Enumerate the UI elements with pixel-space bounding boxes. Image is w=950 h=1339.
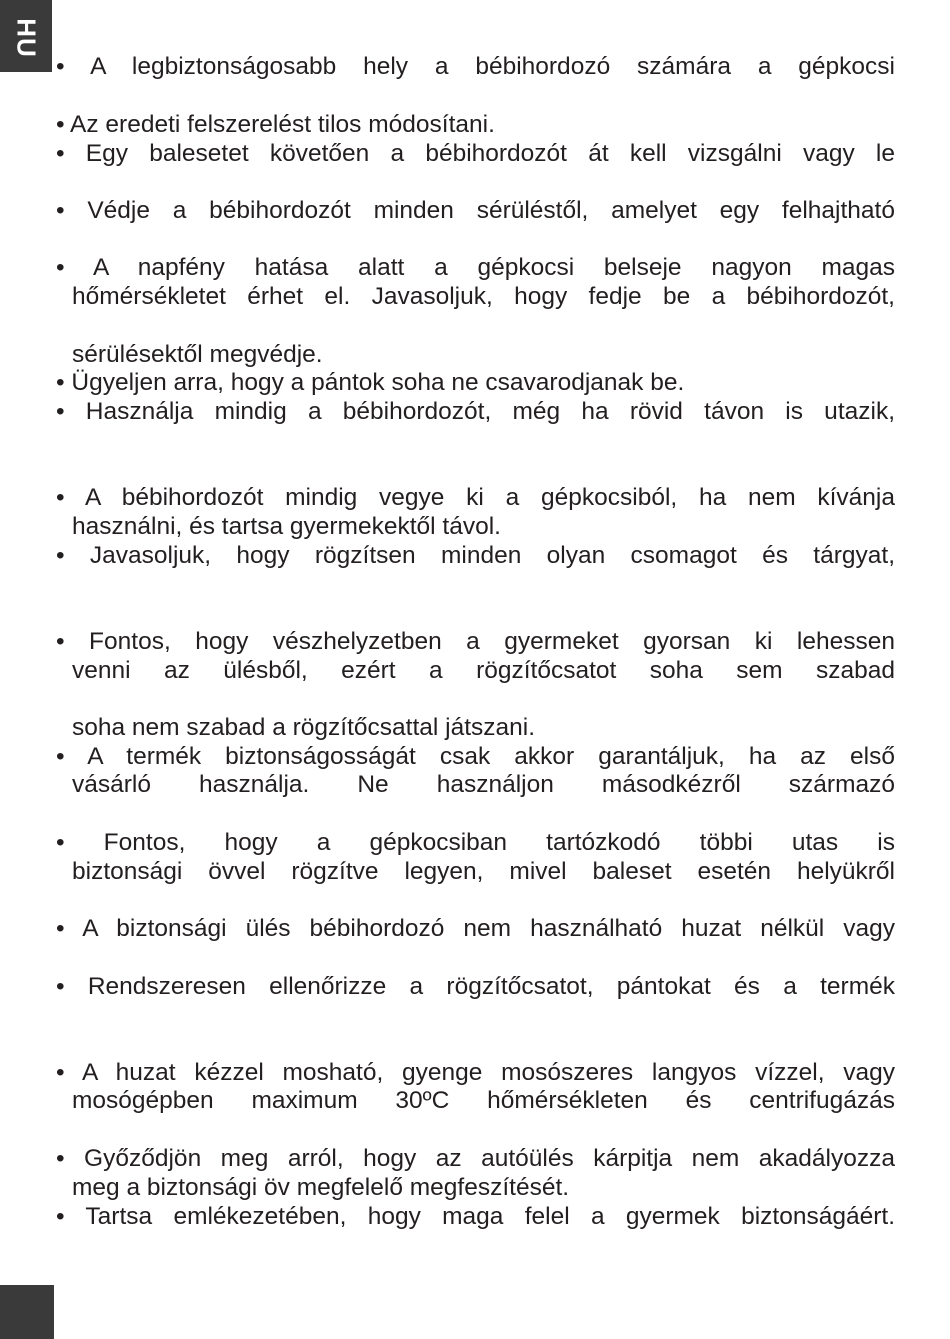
text-line: • Egy balesetet követően a bébihordozót át kell vizsgálni vagy le [56, 140, 895, 167]
text-line: biztonsági övvel rögzítve legyen, mivel baleset esetén helyükről [72, 858, 895, 885]
text-line: venni az ülésből, ezért a rögzítőcsatot soha sem szabad [72, 657, 895, 684]
text-line: sérülésektől megvédje. [72, 341, 323, 368]
language-tab [0, 0, 52, 72]
text-line: • Használja mindig a bébihordozót, még ha rövid távon is utazik, [56, 398, 895, 425]
text-line: hőmérsékletet érhet el. Javasoljuk, hogy fedje be a bébihordozót, [72, 283, 895, 310]
text-line: mosógépben maximum 30ºC hőmérsékleten és centrifugázás [72, 1087, 895, 1114]
text-line: • Ügyeljen arra, hogy a pántok soha ne csavarodjanak be. [56, 369, 685, 396]
text-line: • A biztonsági ülés bébihordozó nem használható huzat nélkül vagy [56, 915, 895, 942]
text-line: • A termék biztonságosságát csak akkor garantáljuk, ha az első [56, 743, 895, 770]
text-line: soha nem szabad a rögzítőcsattal játszani. [72, 714, 536, 741]
text-line: • A huzat kézzel mosható, gyenge mosószeres langyos vízzel, vagy [56, 1059, 895, 1086]
page-corner-block [0, 1285, 54, 1339]
text-line: • Győződjön meg arról, hogy az autóülés kárpitja nem akadályozza [56, 1145, 895, 1172]
text-line: meg a biztonsági öv megfelelő megfeszítését. [72, 1174, 570, 1201]
language-tab-label: HU [11, 18, 42, 58]
text-line: • Javasoljuk, hogy rögzítsen minden olyan csomagot és tárgyat, [56, 542, 895, 569]
text-line: • Rendszeresen ellenőrizze a rögzítőcsatot, pántokat és a termék [56, 973, 895, 1000]
text-line: • Tartsa emlékezetében, hogy maga felel a gyermek biztonságáért. [56, 1203, 895, 1230]
text-line: • A napfény hatása alatt a gépkocsi belseje nagyon magas [56, 254, 895, 281]
text-line: • A bébihordozót mindig vegye ki a gépkocsiból, ha nem kívánja [56, 484, 895, 511]
text-line: • Az eredeti felszerelést tilos módosítani. [56, 111, 495, 138]
text-line: • Védje a bébihordozót minden sérüléstől, amelyet egy felhajtható [56, 197, 895, 224]
text-line: • A legbiztonságosabb hely a bébihordozó számára a gépkocsi [56, 53, 895, 80]
text-line: vásárló használja. Ne használjon másodkézről származó [72, 771, 895, 798]
text-line: • Fontos, hogy vészhelyzetben a gyermeket gyorsan ki lehessen [56, 628, 895, 655]
text-line: • Fontos, hogy a gépkocsiban tartózkodó többi utas is [56, 829, 895, 856]
text-line: használni, és tartsa gyermekektől távol. [72, 513, 501, 540]
